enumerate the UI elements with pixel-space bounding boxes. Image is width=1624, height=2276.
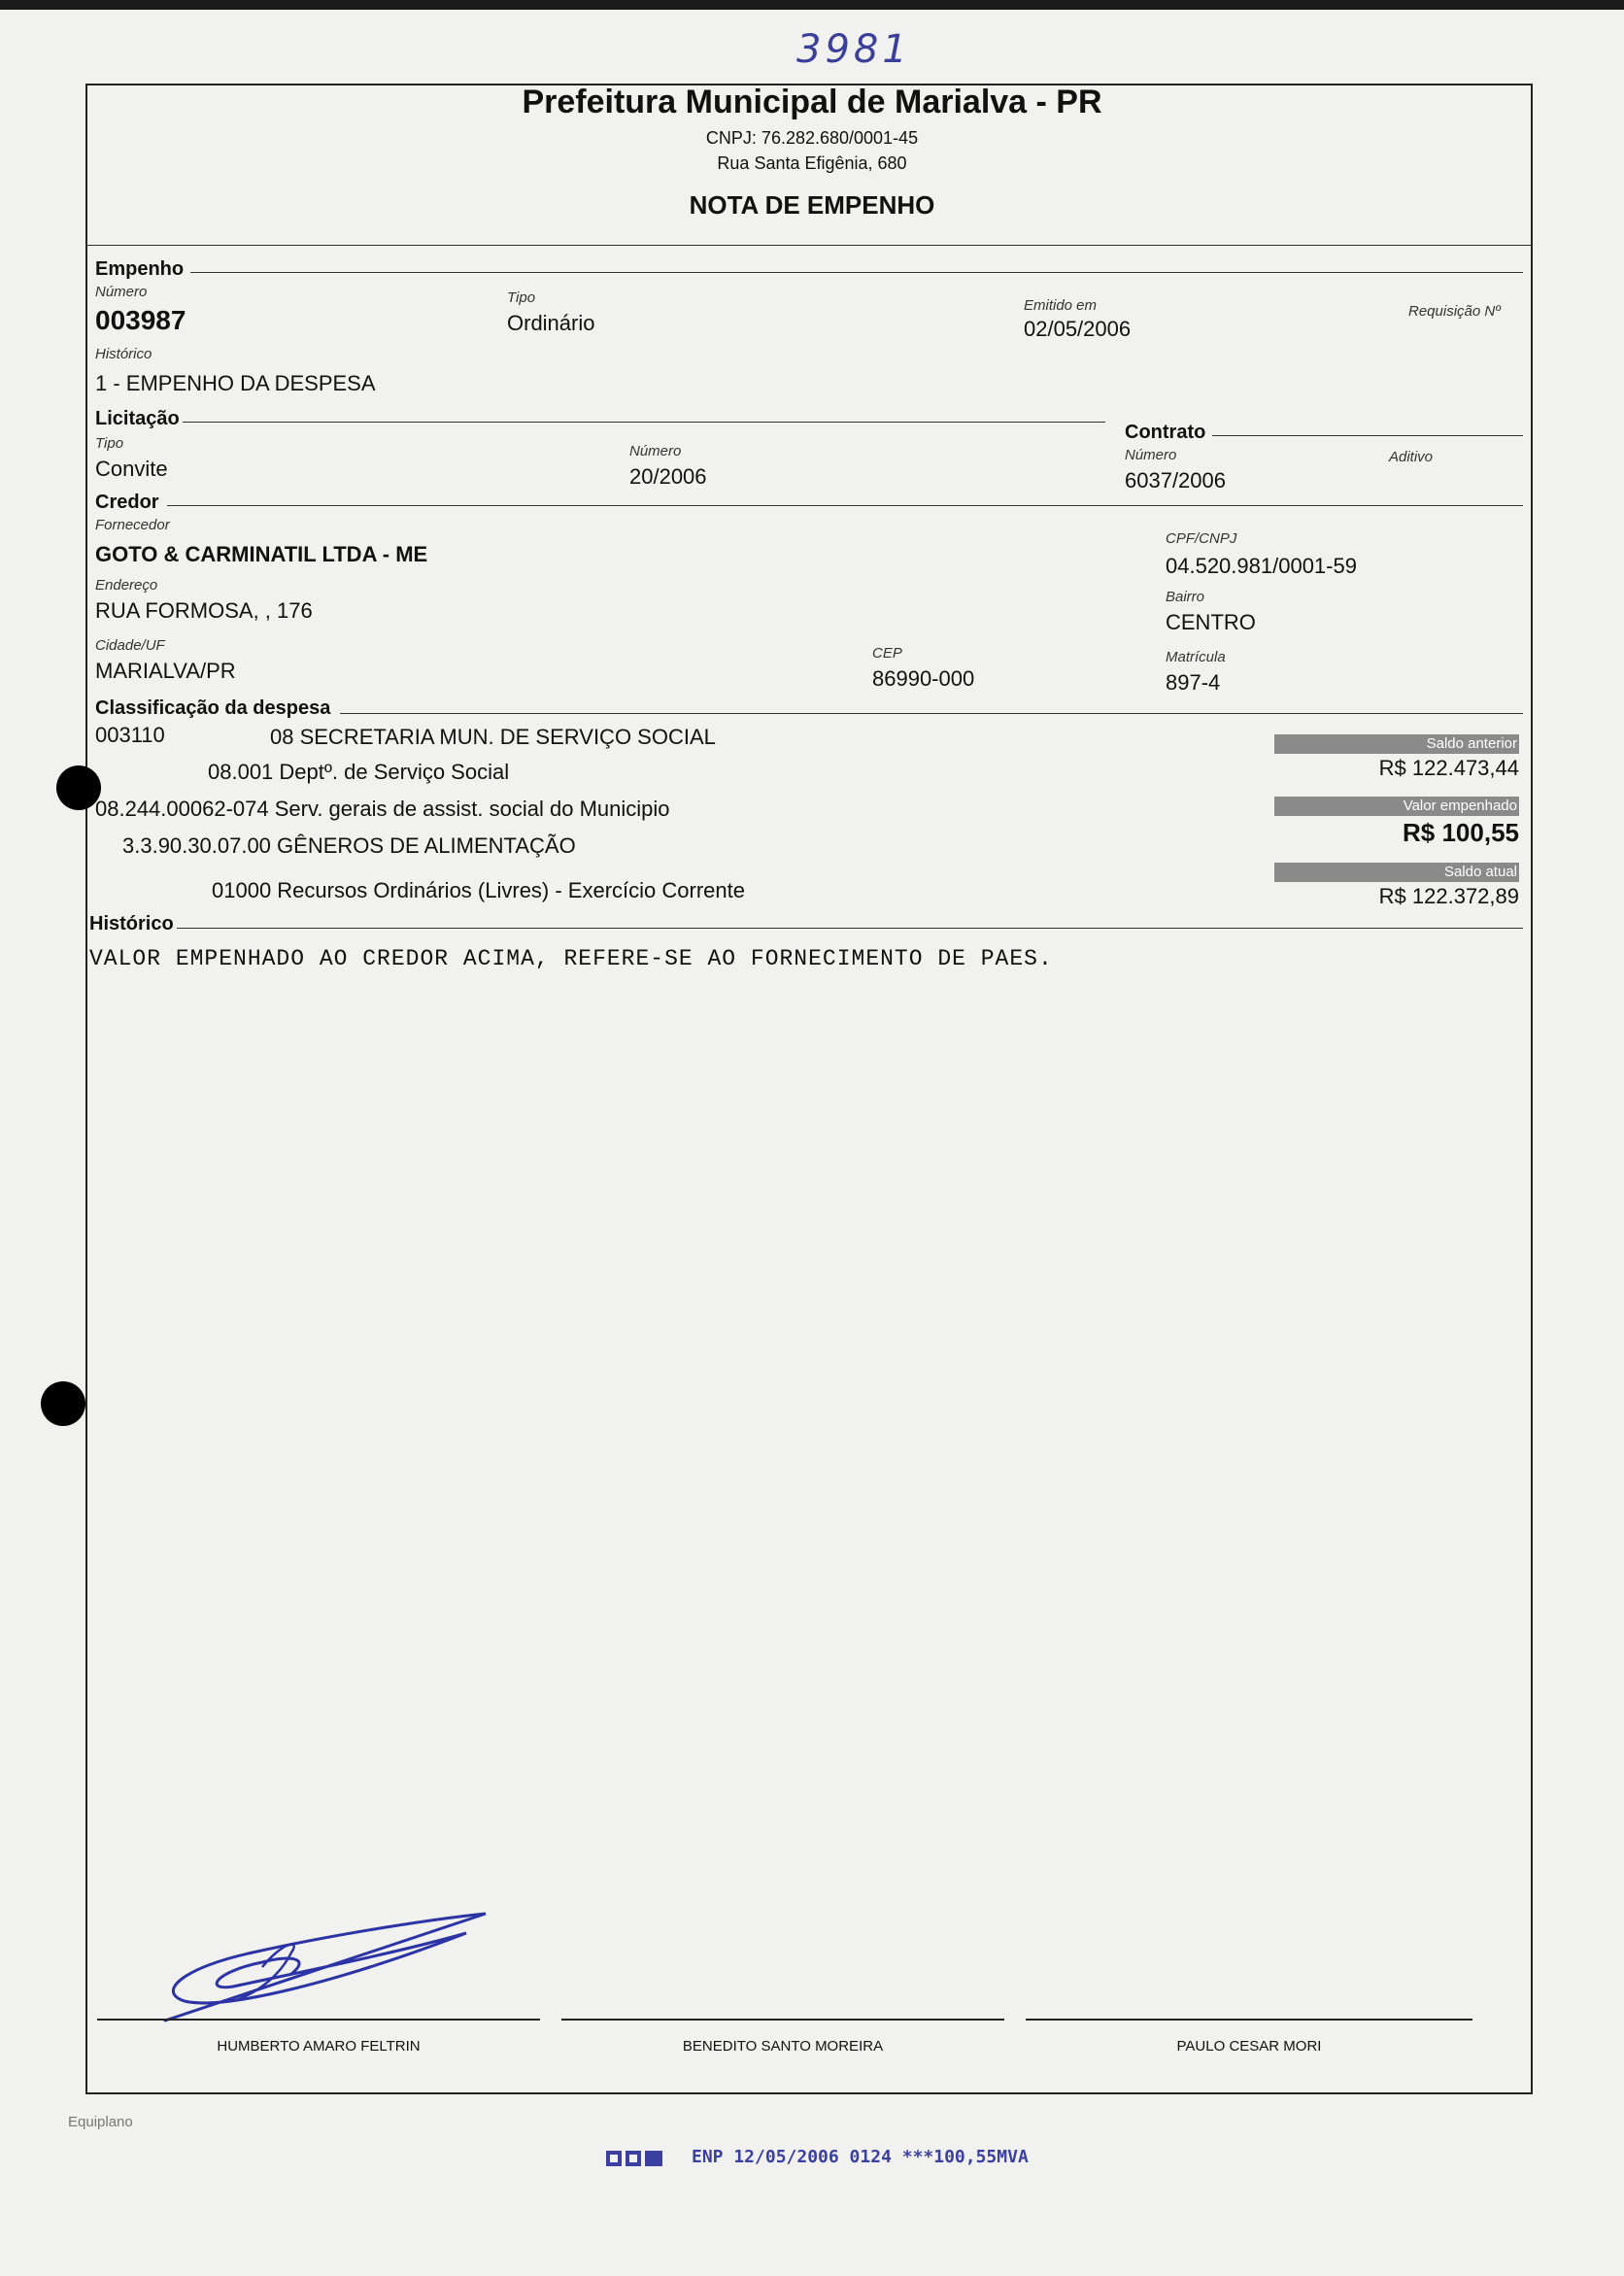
cidade-label: Cidade/UF	[95, 637, 165, 654]
licitacao-tipo: Convite	[95, 457, 168, 481]
punch-hole	[56, 765, 101, 810]
header-divider	[85, 245, 1533, 246]
empenho-tipo: Ordinário	[507, 311, 595, 335]
section-line	[167, 505, 1523, 506]
section-empenho: Empenho	[95, 258, 185, 280]
requisicao-label: Requisição Nº	[1408, 303, 1501, 320]
valor-empenhado-label: Valor empenhado	[1274, 797, 1519, 816]
saldo-atual-value: R$ 122.372,89	[1378, 884, 1519, 908]
handwritten-signature	[146, 1894, 524, 2030]
bank-stamp: ENP 12/05/2006 0124 ***100,55MVA	[692, 2147, 1029, 2167]
document-title: NOTA DE EMPENHO	[689, 190, 935, 220]
signature-line	[97, 2019, 540, 2021]
signatory-3: PAULO CESAR MORI	[1176, 2038, 1322, 2055]
empenho-numero: 003987	[95, 305, 186, 335]
saldo-anterior-label: Saldo anterior	[1274, 734, 1519, 754]
scan-top-edge	[0, 0, 1624, 10]
empenho-historico: 1 - EMPENHO DA DESPESA	[95, 371, 376, 395]
cidade-value: MARIALVA/PR	[95, 659, 236, 683]
section-line	[1212, 435, 1523, 436]
contrato-aditivo-label: Aditivo	[1389, 449, 1434, 465]
saldo-anterior-value: R$ 122.473,44	[1378, 756, 1519, 780]
section-historico: Histórico	[89, 913, 174, 934]
empenho-historico-label: Histórico	[95, 346, 152, 362]
classificacao-elemento: 3.3.90.30.07.00 GÊNEROS DE ALIMENTAÇÃO	[122, 833, 576, 858]
historico-text: VALOR EMPENHADO AO CREDOR ACIMA, REFERE-SE AO FORNECIMENTO DE PAES.	[89, 946, 1053, 971]
empenho-numero-label: Número	[95, 284, 148, 300]
classificacao-unidade: 08.001 Deptº. de Serviço Social	[208, 760, 510, 784]
section-contrato: Contrato	[1125, 422, 1206, 443]
signature-line	[1026, 2019, 1472, 2021]
empenho-tipo-label: Tipo	[507, 289, 536, 306]
punch-hole	[41, 1381, 85, 1426]
emitido-date: 02/05/2006	[1024, 317, 1132, 341]
signatory-2: BENEDITO SANTO MOREIRA	[682, 2038, 884, 2055]
section-line	[340, 713, 1523, 714]
section-line	[190, 272, 1523, 273]
section-credor: Credor	[95, 492, 159, 513]
bairro-value: CENTRO	[1166, 610, 1256, 634]
classificacao-recurso: 01000 Recursos Ordinários (Livres) - Exercício Corrente	[212, 878, 745, 902]
bank-stamp-logo	[606, 2149, 664, 2168]
section-classificacao: Classificação da despesa	[95, 697, 331, 719]
licitacao-tipo-label: Tipo	[95, 435, 124, 452]
cpf-value: 04.520.981/0001-59	[1166, 554, 1357, 578]
matricula-label: Matrícula	[1166, 649, 1226, 665]
licitacao-numero: 20/2006	[629, 464, 707, 489]
footer-brand: Equiplano	[68, 2114, 133, 2130]
licitacao-numero-label: Número	[629, 443, 682, 459]
fornecedor-label: Fornecedor	[95, 517, 170, 533]
matricula-value: 897-4	[1166, 670, 1221, 695]
cep-label: CEP	[872, 645, 902, 662]
contrato-numero: 6037/2006	[1125, 468, 1226, 493]
bairro-label: Bairro	[1166, 589, 1205, 605]
section-licitacao: Licitação	[95, 408, 180, 429]
section-line	[177, 928, 1523, 929]
page-title: Prefeitura Municipal de Marialva - PR	[522, 84, 1102, 120]
endereco-value: RUA FORMOSA, , 176	[95, 598, 313, 623]
classificacao-orgao: 08 SECRETARIA MUN. DE SERVIÇO SOCIAL	[270, 725, 716, 749]
header-cnpj: CNPJ: 76.282.680/0001-45	[705, 128, 919, 148]
emitido-label: Emitido em	[1024, 297, 1098, 314]
signatory-1: HUMBERTO AMARO FELTRIN	[217, 2038, 421, 2055]
classificacao-funcional: 08.244.00062-074 Serv. gerais de assist. social do Municipio	[95, 797, 670, 821]
endereco-label: Endereço	[95, 577, 158, 594]
handwritten-annotation: 3981	[796, 27, 911, 72]
section-line	[183, 422, 1105, 423]
fornecedor-name: GOTO & CARMINATIL LTDA - ME	[95, 542, 428, 566]
header-address: Rua Santa Efigênia, 680	[717, 153, 907, 173]
cep-value: 86990-000	[872, 666, 975, 691]
dotacao-code: 003110	[95, 723, 165, 747]
signature-line	[561, 2019, 1004, 2021]
contrato-numero-label: Número	[1125, 447, 1177, 463]
saldo-atual-label: Saldo atual	[1274, 863, 1519, 882]
cpf-label: CPF/CNPJ	[1166, 530, 1237, 547]
valor-empenhado-value: R$ 100,55	[1403, 818, 1519, 847]
